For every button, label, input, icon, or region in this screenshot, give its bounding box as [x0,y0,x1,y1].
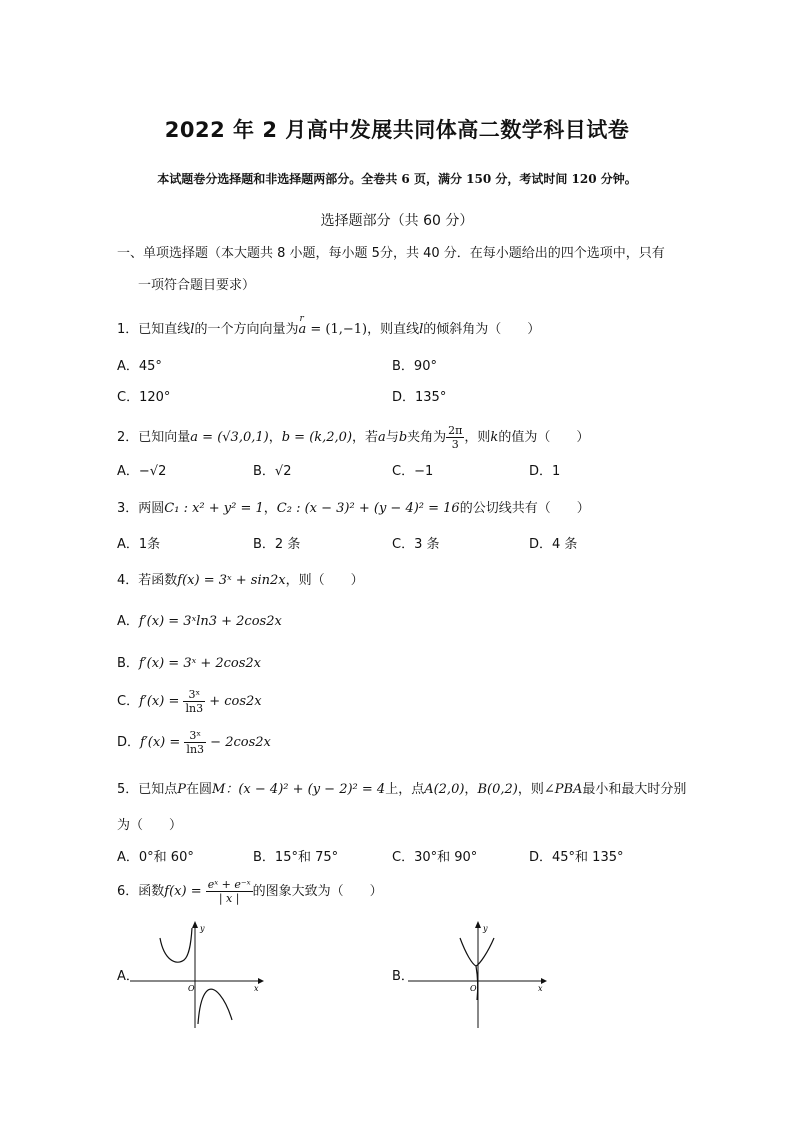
q3-option-d: D．4 条 [529,537,578,552]
q3-suffix: 的公切线共有（ ） [459,501,590,516]
q5-option-c: C．30°和 90° [392,850,478,865]
q6-option-b-label: B． [392,969,414,984]
q1-option-d: D．135° [392,390,447,405]
q2-vector-a: a = (√3,0,1) [190,430,269,445]
q5-point-a: A(2,0) [424,782,465,797]
q1-prefix: 1．已知直线 [117,322,191,337]
q2-k: k [490,430,499,445]
q6-b-origin: O [470,984,477,993]
q6-option-a-label: A． [117,969,139,984]
q6-function-fraction: $\frac{\text{eˣ + e⁻ˣ}}{| x |}$ [207,878,251,905]
q4-suffix: ，则（ ） [285,573,364,588]
q6-a-origin: O [188,984,195,993]
q1-option-b: B．90° [392,359,437,374]
q4-function: f(x) = 3ˣ + sin2x [177,573,286,588]
q1-vector-eq: = (1,−1) [306,322,368,337]
q4-option-a: A．f′(x) = 3ˣln3 + 2cos2x [117,614,282,629]
q3-circle-c2: C₂ : (x − 3)² + (y − 4)² = 16 [276,501,460,516]
q3-circle-c1: C₁ : x² + y² = 1 [164,501,264,516]
q1-mid2: ，则直线 [367,322,420,337]
question-5: 5．已知点P在圆M：(x − 4)² + (y − 2)² = 4上，点A(2,0)，B(0,2)，则∠PBA最小和最大时分别 [117,782,687,797]
q2-suffix2: 的值为（ ） [498,430,590,445]
q3-option-c: C．3 条 [392,537,440,552]
question-6: 6．函数f(x) = $\frac{\text{eˣ + e⁻ˣ}}{| x |}$ 的图象大致为（ ） [117,878,383,905]
q6-graph-a [130,920,265,1030]
q5-point-b: B(0,2) [477,782,518,797]
q5-option-d: D．45°和 135° [529,850,624,865]
q2-option-b: B．√2 [253,464,292,479]
q2-mid3: 夹角为 [407,430,447,445]
q2-vector-b: b = (k,2,0) [281,430,353,445]
q4-prefix: 4．若函数 [117,573,178,588]
q2-option-a: A．−√2 [117,464,167,479]
part1-instruction-line2: 一项符合题目要求） [138,278,256,293]
q2-b: b [398,430,408,445]
q1-line-l-2: l [419,322,424,337]
q1-option-a: A．45° [117,359,162,374]
q2-option-c: C．−1 [392,464,434,479]
q1-mid: 的一个方向向量为 [194,322,299,337]
page-title: 2022 年 2 月高中发展共同体高二数学科目试卷 [164,118,630,142]
q3-option-b: B．2 条 [253,537,301,552]
q6-b-axis-x: x [538,984,543,993]
question-2: 2．已知向量a = (√3,0,1)，b = (k,2,0)，若a与b夹角为 $\frac{2\pi}{3}$ ，则k的值为（ ） [117,424,590,451]
q2-a: a [378,430,386,445]
q4-c-fraction: $\frac{\text{3ˣ}}{\ln 3}$ [185,688,204,715]
q1-line-l: l [190,322,195,337]
q5-line2: 为（ ） [117,818,183,833]
q4-option-c: C．f′(x) = $\frac{\text{3ˣ}}{\ln 3}$ + cos2x [117,688,262,715]
q4-option-b: B．f′(x) = 3ˣ + 2cos2x [117,656,262,671]
section-title: 选择题部分（共 60 分） [320,213,474,229]
q2-mid2: 与 [385,430,399,445]
q2-mid: ，若 [352,430,379,445]
q5-circle-eq: ：(x − 4)² + (y − 2)² = 4 [225,782,386,797]
q1-option-c: C．120° [117,390,171,405]
q6-a-axis-x: x [254,984,259,993]
question-4 [117,569,364,588]
q4-d-fraction: $\frac{\text{3ˣ}}{\ln 3}$ [186,729,205,756]
q5-option-b: B．15°和 75° [253,850,339,865]
q2-option-d: D．1 [529,464,561,479]
q2-prefix: 2．已知向量 [117,430,191,445]
q3-option-a: A．1条 [117,537,161,552]
q6-graph-b [408,920,548,1030]
part1-instruction-line1: 一、单项选择题（本大题共 8 小题，每小题 5分，共 40 分．在每小题给出的四个选项中，只有 [117,246,665,261]
q3-prefix: 3．两圆 [117,501,165,516]
q1-suffix: 的倾斜角为（ ） [423,322,541,337]
q2-angle-fraction: $\frac{2\pi}{3}$ [448,424,463,451]
q4-option-d: D．f′(x) = $\frac{\text{3ˣ}}{\ln 3}$ − 2cos2x [117,729,271,756]
q5-option-a: A．0°和 60° [117,850,194,865]
q6-a-axis-y: y [200,924,205,933]
question-3: 3．两圆C₁ : x² + y² = 1，C₂ : (x − 3)² + (y − 4)² = 16的公切线共有（ ） [117,501,590,516]
q1-vector-a: a r [298,314,307,337]
q6-b-axis-y: y [483,924,488,933]
q2-suffix: ，则 [464,430,491,445]
q5-angle: ∠PBA [543,782,583,797]
exam-note: 本试题卷分选择题和非选择题两部分。全卷共 6 页，满分 150 分，考试时间 120 分钟。 [157,172,637,186]
question-1 [117,314,541,337]
